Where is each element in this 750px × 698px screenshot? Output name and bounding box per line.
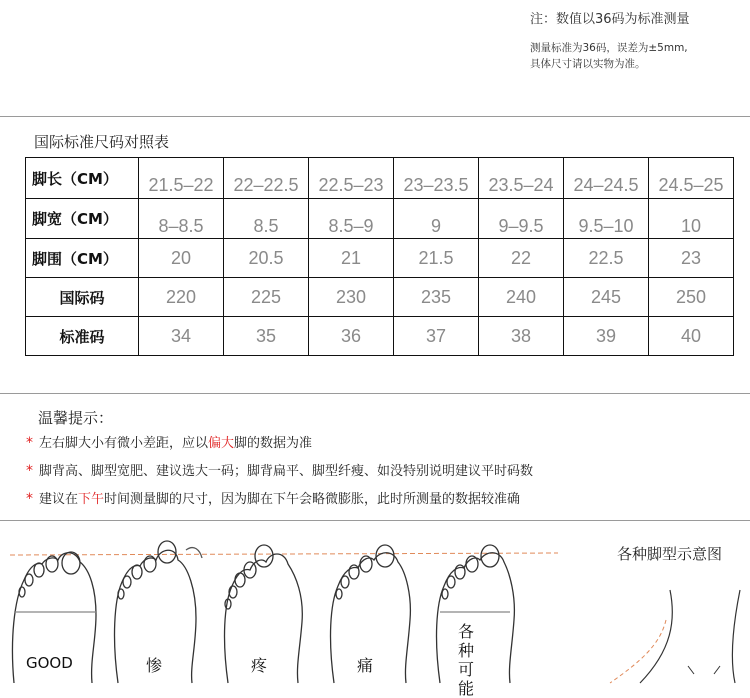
diagram-title: 各种脚型示意图 [617, 545, 723, 563]
note-line-2: 具体尺寸请以实物为准。 [530, 58, 646, 70]
divider-mid [0, 393, 750, 394]
row-label-foot-width: 脚宽（CM） [26, 199, 139, 239]
table-cell: 21 [309, 239, 394, 278]
highlight-text: 下午 [78, 492, 105, 507]
table-cell: 250 [649, 278, 734, 317]
table-cell: 9 [394, 199, 479, 239]
table-cell: 24.5–25 [649, 158, 734, 199]
foot-profile-icon [600, 590, 750, 683]
row-label-intl-size: 国际码 [26, 278, 139, 317]
table-cell: 23–23.5 [394, 158, 479, 199]
table-cell: 38 [479, 317, 564, 356]
table-cell: 230 [309, 278, 394, 317]
note-line-1: 测量标准为36码，误差为±5mm, [530, 42, 688, 54]
divider-top [0, 116, 750, 117]
table-cell: 20 [139, 239, 224, 278]
asterisk-icon: * [26, 435, 33, 451]
table-cell: 8.5–9 [309, 199, 394, 239]
table-cell: 21.5 [394, 239, 479, 278]
table-cell: 240 [479, 278, 564, 317]
table-row [26, 199, 734, 239]
size-chart-table [25, 157, 734, 356]
table-cell: 40 [649, 317, 734, 356]
table-cell: 9.5–10 [564, 199, 649, 239]
foot-label-vertical: 各种可能 [458, 622, 475, 698]
table-cell: 24–24.5 [564, 158, 649, 199]
foot-label-4: 痛 [357, 656, 374, 675]
table-cell: 8–8.5 [139, 199, 224, 239]
table-cell: 245 [564, 278, 649, 317]
table-cell: 20.5 [224, 239, 309, 278]
table-cell: 21.5–22 [139, 158, 224, 199]
highlight-text: 偏大 [208, 436, 235, 451]
table-cell: 10 [649, 199, 734, 239]
tip-item: * 建议在下午时间测量脚的尺寸，因为脚在下午会略微膨胀，此时所测量的数据较准确 [26, 491, 521, 507]
tip-item: * 左右脚大小有微小差距，应以偏大脚的数据为准 [26, 435, 313, 451]
table-cell: 22.5–23 [309, 158, 394, 199]
asterisk-icon: * [26, 463, 33, 479]
table-row [26, 239, 734, 278]
table-cell: 9–9.5 [479, 199, 564, 239]
measurement-note [530, 8, 690, 72]
table-cell: 34 [139, 317, 224, 356]
table-cell: 8.5 [224, 199, 309, 239]
table-cell: 235 [394, 278, 479, 317]
table-row [26, 317, 734, 356]
table-cell: 22.5 [564, 239, 649, 278]
row-label-standard-size: 标准码 [26, 317, 139, 356]
table-cell: 35 [224, 317, 309, 356]
table-cell: 23 [649, 239, 734, 278]
table-title: 国际标准尺码对照表 [34, 133, 170, 151]
tips-title: 温馨提示： [38, 409, 114, 427]
row-label-foot-girth: 脚围（CM） [26, 239, 139, 278]
table-cell: 22–22.5 [224, 158, 309, 199]
tip-item: * 脚背高、脚型宽肥、建议选大一码；脚背扁平、脚型纤瘦、如没特别说明建议平时码数 [26, 463, 534, 479]
row-label-foot-length: 脚长（CM） [26, 158, 139, 199]
table-cell: 220 [139, 278, 224, 317]
table-row [26, 278, 734, 317]
table-cell: 22 [479, 239, 564, 278]
foot-label-2: 惨 [146, 656, 163, 675]
note-title: 注：数值以36码为标准测量 [530, 12, 690, 27]
table-cell: 225 [224, 278, 309, 317]
table-cell: 23.5–24 [479, 158, 564, 199]
foot-label-good: GOOD [26, 654, 73, 672]
table-row [26, 158, 734, 199]
table-cell: 36 [309, 317, 394, 356]
table-cell: 37 [394, 317, 479, 356]
table-cell: 39 [564, 317, 649, 356]
asterisk-icon: * [26, 491, 33, 507]
foot-label-3: 疼 [251, 656, 268, 675]
